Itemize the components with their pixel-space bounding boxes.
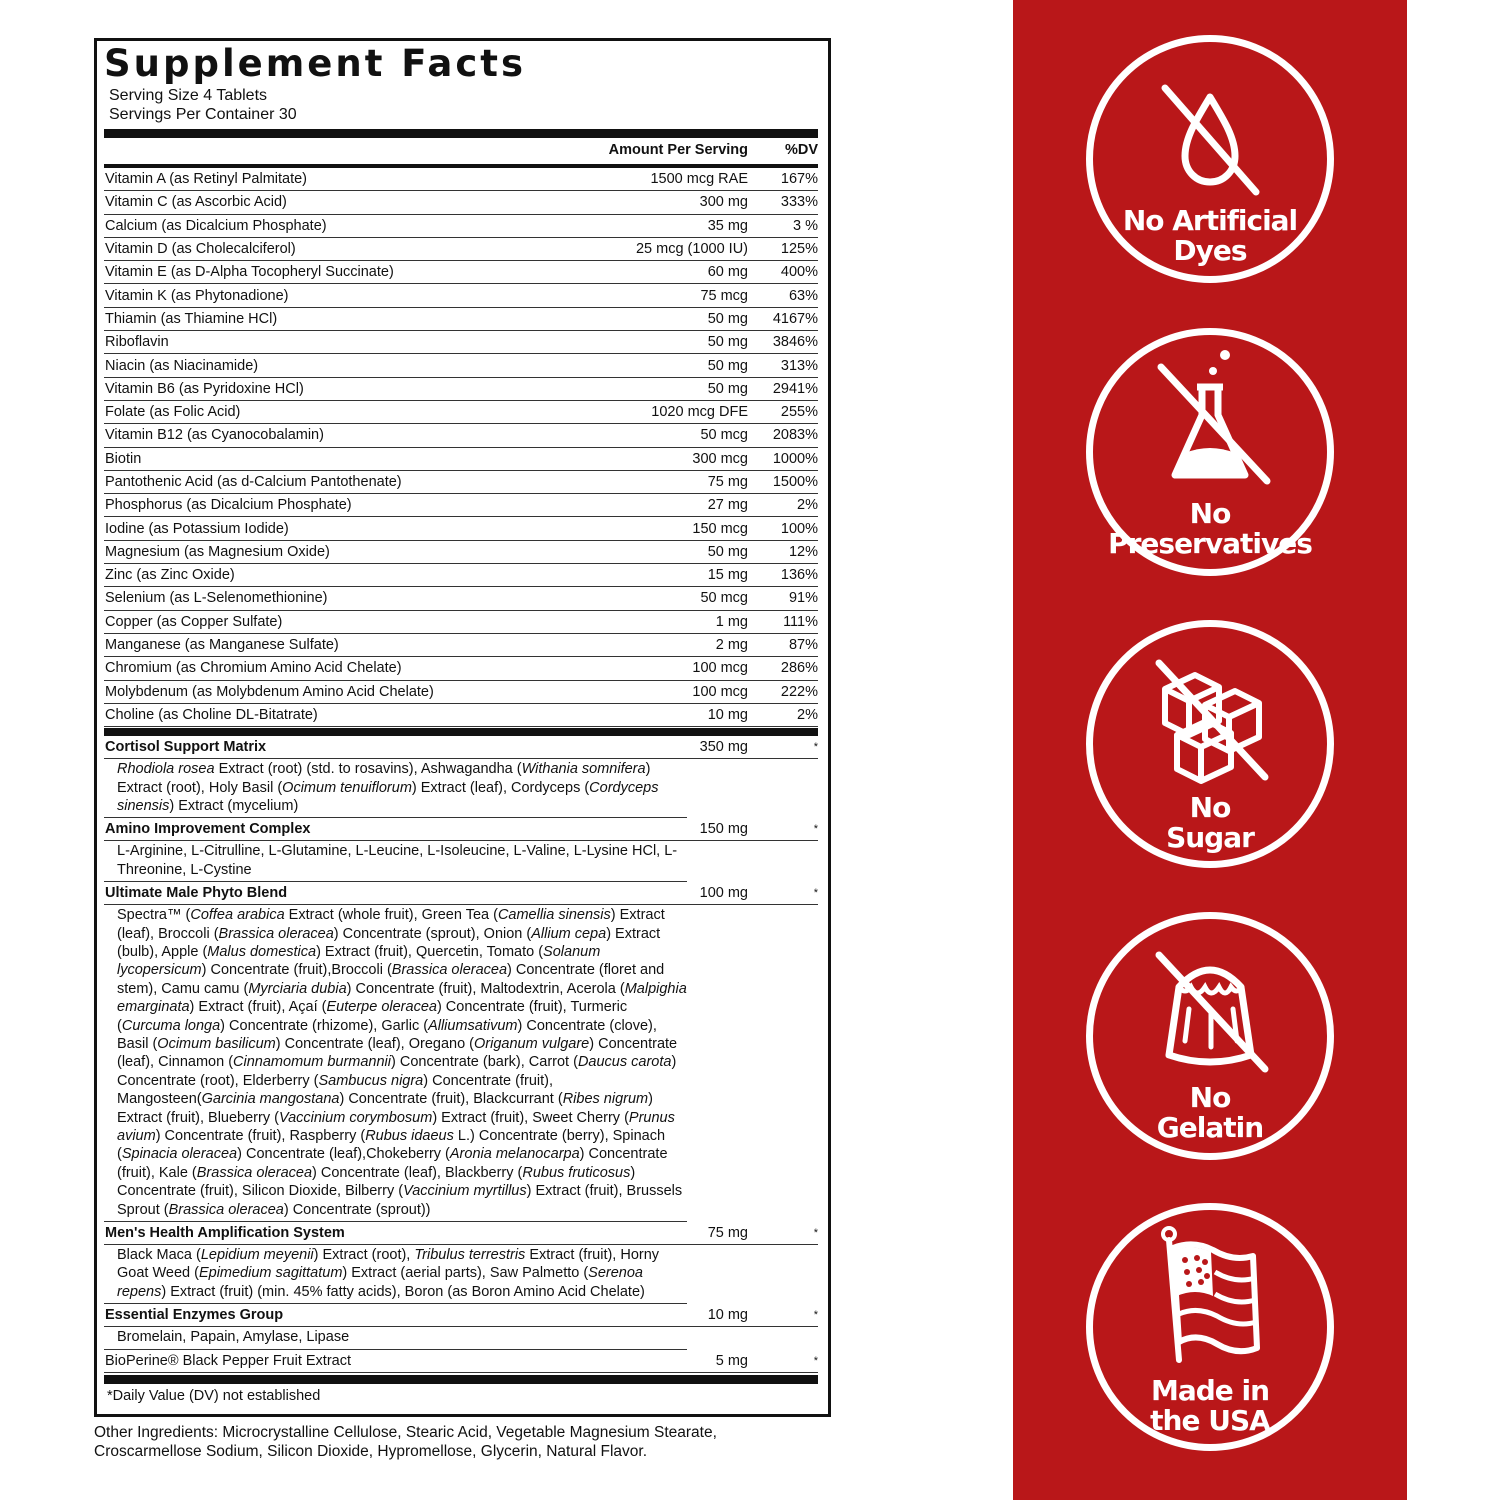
- ingredient-text: ) Concentrate (rhizome), Garlic (: [220, 1017, 429, 1034]
- latin-name: Spinacia oleracea: [121, 1146, 238, 1163]
- nutrient-dv: 63%: [788, 287, 818, 304]
- latin-name: Lepidium meyenii: [200, 1247, 314, 1264]
- latin-name: Vaccinium myrtillus: [403, 1183, 527, 1200]
- nutrient-name: Manganese (as Manganese Sulfate): [105, 637, 339, 654]
- blend-amount: 10 mg: [707, 1307, 748, 1324]
- nutrient-amount: 25 mcg (1000 IU): [635, 241, 748, 258]
- latin-name: Brassica oleracea: [218, 925, 334, 942]
- badge-line-2: Sugar: [1166, 821, 1254, 854]
- nutrient-dv: 100%: [780, 520, 818, 537]
- nutrient-row: [104, 564, 818, 587]
- latin-name: Camellia sinensis: [497, 907, 611, 924]
- claims-panel: [1013, 0, 1407, 1500]
- badge-no-gelatin: [1086, 912, 1334, 1160]
- supplement-facts-panel: [94, 38, 831, 1417]
- divider-thick: [104, 129, 818, 138]
- badge-line-1: No: [1189, 791, 1231, 824]
- nutrient-dv: 91%: [788, 590, 818, 607]
- blend-row: [104, 1222, 818, 1245]
- nutrient-row: [104, 191, 818, 214]
- ingredient-text: Extract (fruit), Horny Goat Weed (: [117, 1247, 660, 1282]
- ingredient-text: Extract (whole fruit), Green Tea (: [284, 907, 498, 924]
- badge-line-2: Dyes: [1173, 234, 1247, 267]
- nutrient-name: Iodine (as Potassium Iodide): [105, 520, 289, 537]
- latin-name: Rubus idaeus: [365, 1128, 454, 1145]
- latin-name: Ribes nigrum: [562, 1091, 649, 1108]
- blend-name: Ultimate Male Phyto Blend: [105, 885, 288, 902]
- nutrient-row: [104, 541, 818, 564]
- latin-name: Cinnamomum burmannii: [233, 1054, 391, 1071]
- nutrient-name: Molybdenum (as Molybdenum Amino Acid Chelate): [105, 683, 434, 700]
- nutrient-dv: 12%: [788, 543, 818, 560]
- nutrient-name: Vitamin B12 (as Cyanocobalamin): [105, 427, 324, 444]
- badge-no-artificial-dyes: [1086, 35, 1334, 283]
- nutrient-dv: 3846%: [772, 334, 818, 351]
- latin-name: Vaccinium corymbosum: [278, 1109, 433, 1126]
- ingredient-text: ) Concentrate (fruit), Turmeric (: [117, 999, 628, 1034]
- ingredient-text: ) Concentrate (fruit),Broccoli (: [201, 962, 392, 979]
- blend-dv: *: [813, 741, 818, 754]
- nutrient-amount: 60 mg: [707, 264, 748, 281]
- nutrient-amount: 50 mg: [707, 310, 748, 327]
- bioperine-row: [104, 1350, 818, 1373]
- blend-row: [104, 818, 818, 841]
- nutrient-name: Niacin (as Niacinamide): [105, 357, 259, 374]
- ingredient-text: ) Concentrate (root), Elderberry (: [117, 1054, 677, 1089]
- nutrient-row: [104, 704, 818, 727]
- nutrient-amount: 300 mg: [699, 194, 748, 211]
- nutrient-dv: 2083%: [772, 427, 818, 444]
- latin-name: Origanum vulgare: [474, 1036, 590, 1052]
- ingredient-text: L.) Concentrate (berry), Spinach (: [117, 1128, 666, 1163]
- nutrient-name: Vitamin E (as D-Alpha Tocopheryl Succinate): [105, 264, 394, 281]
- ingredient-text: ) Concentrate (clove), Basil (: [117, 1017, 657, 1052]
- nutrient-list: [104, 168, 818, 727]
- nutrient-name: Copper (as Copper Sulfate): [105, 613, 283, 630]
- nutrient-amount: 75 mcg: [700, 287, 748, 304]
- ingredient-text: ) Concentrate (leaf), Cinnamon (: [117, 1036, 678, 1071]
- latin-name: Brassica oleracea: [168, 1201, 284, 1218]
- blend-dv: *: [813, 1227, 818, 1240]
- latin-name: Sambucus nigra: [318, 1072, 424, 1089]
- nutrient-amount: 75 mg: [707, 474, 748, 490]
- serving-size: Serving Size 4 Tablets: [109, 87, 268, 104]
- latin-name: Aronia melanocarpa: [449, 1146, 580, 1163]
- nutrient-row: [104, 634, 818, 657]
- badge-line-2: Gelatin: [1156, 1111, 1264, 1144]
- nutrient-amount: 50 mcg: [700, 427, 748, 444]
- nutrient-name: Choline (as Choline DL-Bitatrate): [105, 706, 318, 723]
- blend-ingredients: [104, 1245, 687, 1304]
- nutrient-amount: 1500 mcg RAE: [650, 171, 748, 188]
- ingredient-text: ) Concentrate (sprout)): [283, 1201, 431, 1218]
- latin-name: Cordyceps sinensis: [117, 779, 659, 814]
- blend-ingredients: [104, 1327, 687, 1349]
- nutrient-amount: 27 mg: [707, 497, 748, 514]
- nutrient-dv: 400%: [780, 264, 818, 281]
- nutrient-row: [104, 448, 818, 471]
- nutrient-dv: 87%: [788, 637, 818, 654]
- nutrient-name: Vitamin C (as Ascorbic Acid): [105, 194, 287, 211]
- nutrient-dv: 167%: [780, 171, 818, 188]
- latin-name: Rubus fruticosus: [522, 1164, 631, 1181]
- nutrient-row: [104, 681, 818, 704]
- label-title: Supplement Facts: [104, 42, 527, 85]
- ingredient-text: ) Extract (root), Holy Basil (: [117, 761, 651, 796]
- latin-name: Tribulus terrestris: [414, 1247, 526, 1264]
- nutrient-dv: 333%: [780, 194, 818, 211]
- ingredient-text: ) Extract (fruit), Blueberry (: [117, 1091, 653, 1126]
- blend-dv: *: [813, 1309, 818, 1322]
- ingredient-text: Black Maca (: [117, 1247, 201, 1264]
- blend-ingredients: [104, 759, 687, 818]
- nutrient-amount: 35 mg: [707, 217, 748, 234]
- nutrient-name: Riboflavin: [105, 334, 169, 351]
- blend-name: Men's Health Amplification System: [105, 1225, 345, 1242]
- ingredient-text: ) Concentrate (leaf), Blackberry (: [312, 1164, 523, 1181]
- latin-name: Prunus avium: [117, 1109, 675, 1145]
- blend-ingredients: [104, 905, 687, 1222]
- nutrient-dv: 2%: [797, 706, 818, 723]
- latin-name: Garcinia mangostana: [201, 1091, 340, 1108]
- ingredient-text: ) Concentrate (floret and stem), Camu camu (: [117, 962, 665, 997]
- amount-header: Amount Per Serving: [608, 142, 748, 158]
- ingredient-text: ) Extract (fruit), Açaí (: [189, 999, 327, 1016]
- latin-name: Ocimum basilicum: [157, 1036, 276, 1052]
- ingredient-text: ) Extract (fruit), Brussels Sprout (: [117, 1183, 683, 1218]
- nutrient-name: Vitamin B6 (as Pyridoxine HCl): [105, 380, 304, 397]
- ingredient-text: ) Extract (fruit) (min. 45% fatty acids), Boron (as Boron Amino Acid Chelate): [161, 1283, 645, 1300]
- nutrient-name: Thiamin (as Thiamine HCl): [105, 310, 278, 327]
- badge-line-2: Preservatives: [1108, 527, 1312, 560]
- ingredient-amount: 5 mg: [715, 1352, 748, 1369]
- nutrient-name: Vitamin K (as Phytonadione): [105, 287, 289, 304]
- blend-name: Amino Improvement Complex: [105, 821, 311, 838]
- ingredient-text: ) Extract (bulb), Apple (: [117, 925, 661, 960]
- nutrient-row: [104, 471, 818, 494]
- badge-line-1: No: [1189, 1081, 1231, 1114]
- latin-name: Daucus carota: [577, 1054, 672, 1071]
- nutrient-amount: 150 mcg: [692, 520, 748, 537]
- nutrient-amount: 1020 mcg DFE: [651, 404, 748, 421]
- latin-name: Coffea arabica: [190, 907, 285, 924]
- ingredient-text: ) Concentrate (sprout), Onion (: [333, 925, 532, 942]
- ingredient-text: ) Concentrate (bark), Carrot (: [391, 1054, 578, 1071]
- blend-amount: 350 mg: [699, 739, 748, 756]
- nutrient-name: Pantothenic Acid (as d-Calcium Pantothenate): [105, 474, 402, 490]
- ingredient-text: ) Extract (mycelium): [169, 797, 299, 814]
- badge-made-in-usa: [1086, 1203, 1334, 1451]
- ingredient-text: ) Extract (leaf), Broccoli (: [117, 907, 665, 942]
- blend-amount: 75 mg: [707, 1225, 748, 1242]
- nutrient-dv: 313%: [780, 357, 818, 374]
- ingredient-text: ) Concentrate (fruit), Raspberry (: [155, 1128, 366, 1145]
- latin-name: Withania somnifera: [521, 761, 646, 778]
- divider-footer: [104, 1375, 818, 1384]
- nutrient-amount: 50 mg: [707, 334, 748, 351]
- nutrient-dv: 1000%: [772, 450, 818, 467]
- nutrient-amount: 50 mg: [707, 357, 748, 374]
- nutrient-dv: 286%: [780, 660, 818, 677]
- nutrient-row: [104, 331, 818, 354]
- blend-list: [104, 736, 818, 1350]
- nutrient-name: Vitamin D (as Cholecalciferol): [105, 241, 296, 258]
- latin-name: Curcuma longa: [121, 1017, 221, 1034]
- ingredient-text: ) Concentrate (leaf), Oregano (: [275, 1036, 474, 1052]
- latin-name: Ocimum tenuiflorum: [282, 779, 412, 796]
- ingredient-text: Bromelain, Papain, Amylase, Lipase: [117, 1329, 350, 1346]
- ingredient-text: Extract (root) (std. to rosavins), Ashwagandha (: [214, 761, 522, 778]
- badge-line-1: No: [1189, 497, 1231, 530]
- dv-header: %DV: [784, 142, 818, 158]
- nutrient-row: [104, 611, 818, 634]
- column-header: [104, 138, 818, 162]
- latin-name: Epimedium sagittatum: [198, 1265, 343, 1282]
- nutrient-row: [104, 494, 818, 517]
- blend-row: [104, 1304, 818, 1327]
- servings-per-container: Servings Per Container 30: [109, 106, 297, 123]
- nutrient-name: Zinc (as Zinc Oxide): [105, 567, 235, 584]
- latin-name: Allium cepa: [531, 925, 607, 942]
- nutrient-name: Selenium (as L-Selenomethionine): [105, 590, 328, 607]
- nutrient-row: [104, 284, 818, 307]
- nutrient-dv: 125%: [780, 241, 818, 258]
- latin-name: Alliumsativum: [428, 1017, 518, 1034]
- badge-no-preservatives: [1086, 328, 1334, 576]
- nutrient-row: [104, 378, 818, 401]
- ingredient-text: L-Arginine, L-Citrulline, L-Glutamine, L-Leucine, L-Isoleucine, L-Valine, L-Lysine HCl, L-Threonine, L-Cystine: [117, 843, 678, 878]
- nutrient-name: Biotin: [105, 450, 142, 467]
- blend-amount: 100 mg: [699, 885, 748, 902]
- nutrient-name: Phosphorus (as Dicalcium Phosphate): [105, 497, 352, 514]
- latin-name: Myrciaria dubia: [248, 980, 347, 997]
- nutrient-name: Magnesium (as Magnesium Oxide): [105, 543, 330, 560]
- nutrient-amount: 50 mg: [707, 543, 748, 560]
- latin-name: Euterpe oleracea: [326, 999, 437, 1016]
- nutrient-name: Folate (as Folic Acid): [105, 404, 241, 421]
- nutrient-amount: 15 mg: [707, 567, 748, 584]
- latin-name: Rhodiola rosea: [117, 761, 215, 778]
- latin-name: Brassica oleracea: [391, 962, 508, 979]
- nutrient-row: [104, 261, 818, 284]
- nutrient-row: [104, 517, 818, 540]
- nutrient-amount: 10 mg: [707, 706, 748, 723]
- nutrient-dv: 255%: [780, 404, 818, 421]
- badge-no-sugar: [1086, 620, 1334, 868]
- ingredient-text: ) Concentrate (leaf),Chokeberry (: [237, 1146, 450, 1163]
- blend-ingredients: [104, 841, 687, 882]
- ingredient-text: ) Concentrate (fruit), Silicon Dioxide, Bilberry (: [117, 1164, 636, 1200]
- nutrient-amount: 300 mcg: [692, 450, 748, 467]
- divider-blends: [104, 728, 818, 736]
- nutrient-dv: 2%: [797, 497, 818, 514]
- nutrient-dv: 1500%: [772, 474, 818, 490]
- nutrient-row: [104, 238, 818, 261]
- ingredient-text: ) Extract (root),: [313, 1247, 415, 1264]
- nutrient-amount: 50 mcg: [700, 590, 748, 607]
- nutrient-dv: 2941%: [772, 380, 818, 397]
- latin-name: Serenoa repens: [117, 1265, 643, 1300]
- blend-row: [104, 882, 818, 905]
- nutrient-dv: 4167%: [772, 310, 818, 327]
- latin-name: Malpighia emarginata: [117, 980, 687, 1016]
- ingredient-text: ) Extract (fruit), Sweet Cherry (: [432, 1109, 629, 1126]
- nutrient-row: [104, 657, 818, 680]
- ingredient-text: ) Extract (fruit), Quercetin, Tomato (: [316, 943, 544, 960]
- latin-name: Malus domestica: [207, 943, 317, 960]
- ingredient-text: ) Concentrate (fruit), Maltodextrin, Acerola (: [346, 980, 625, 997]
- badge-line-1: No Artificial: [1122, 204, 1298, 237]
- nutrient-name: Chromium (as Chromium Amino Acid Chelate): [105, 660, 402, 677]
- latin-name: Brassica oleracea: [196, 1164, 313, 1181]
- ingredient-text: ) Concentrate (fruit), Blackcurrant (: [339, 1091, 563, 1108]
- nutrient-dv: 3 %: [793, 217, 818, 234]
- nutrient-amount: 100 mcg: [692, 660, 748, 677]
- ingredient-text: ) Concentrate (fruit), Mangosteen(: [117, 1072, 553, 1108]
- blend-name: Cortisol Support Matrix: [105, 739, 267, 756]
- nutrient-row: [104, 215, 818, 238]
- blend-amount: 150 mg: [699, 821, 748, 838]
- ingredient-text: ) Concentrate (fruit), Kale (: [117, 1146, 668, 1181]
- ingredient-text: ) Extract (aerial parts), Saw Palmetto (: [342, 1265, 589, 1282]
- ingredient-name: BioPerine® Black Pepper Fruit Extract: [105, 1352, 352, 1369]
- nutrient-row: [104, 424, 818, 447]
- nutrient-amount: 1 mg: [715, 613, 748, 630]
- nutrient-row: [104, 401, 818, 424]
- badge-line-1: Made in: [1150, 1374, 1270, 1407]
- blend-dv: *: [813, 887, 818, 900]
- nutrient-amount: 2 mg: [715, 637, 748, 654]
- blend-dv: *: [813, 823, 818, 836]
- nutrient-row: [104, 587, 818, 610]
- nutrient-row: [104, 168, 818, 191]
- other-ingredients: Other Ingredients: Microcrystalline Cellulose, Stearic Acid, Vegetable Magnesium Stearate, Croscarmellose Sodium, Silicon Dioxide, Hypromellose, Glycerin, Natural Flavor.: [94, 1424, 717, 1460]
- badge-line-2: the USA: [1150, 1404, 1270, 1437]
- blend-name: Essential Enzymes Group: [105, 1307, 284, 1324]
- nutrient-amount: 100 mcg: [692, 683, 748, 700]
- nutrient-amount: 50 mg: [707, 380, 748, 397]
- ingredient-text: Spectra™ (: [117, 907, 191, 924]
- ingredient-text: ) Extract (leaf), Cordyceps (: [411, 779, 590, 796]
- nutrient-dv: 111%: [783, 613, 818, 630]
- latin-name: Solanum lycopersicum: [117, 943, 601, 979]
- nutrient-dv: 136%: [780, 567, 818, 584]
- nutrient-row: [104, 354, 818, 377]
- nutrient-name: Calcium (as Dicalcium Phosphate): [105, 217, 327, 234]
- nutrient-name: Vitamin A (as Retinyl Palmitate): [105, 171, 308, 188]
- nutrient-row: [104, 308, 818, 331]
- dv-footnote: *Daily Value (DV) not established: [107, 1387, 321, 1404]
- ingredient-dv: *: [813, 1354, 818, 1367]
- nutrient-dv: 222%: [780, 683, 818, 700]
- blend-row: [104, 736, 818, 759]
